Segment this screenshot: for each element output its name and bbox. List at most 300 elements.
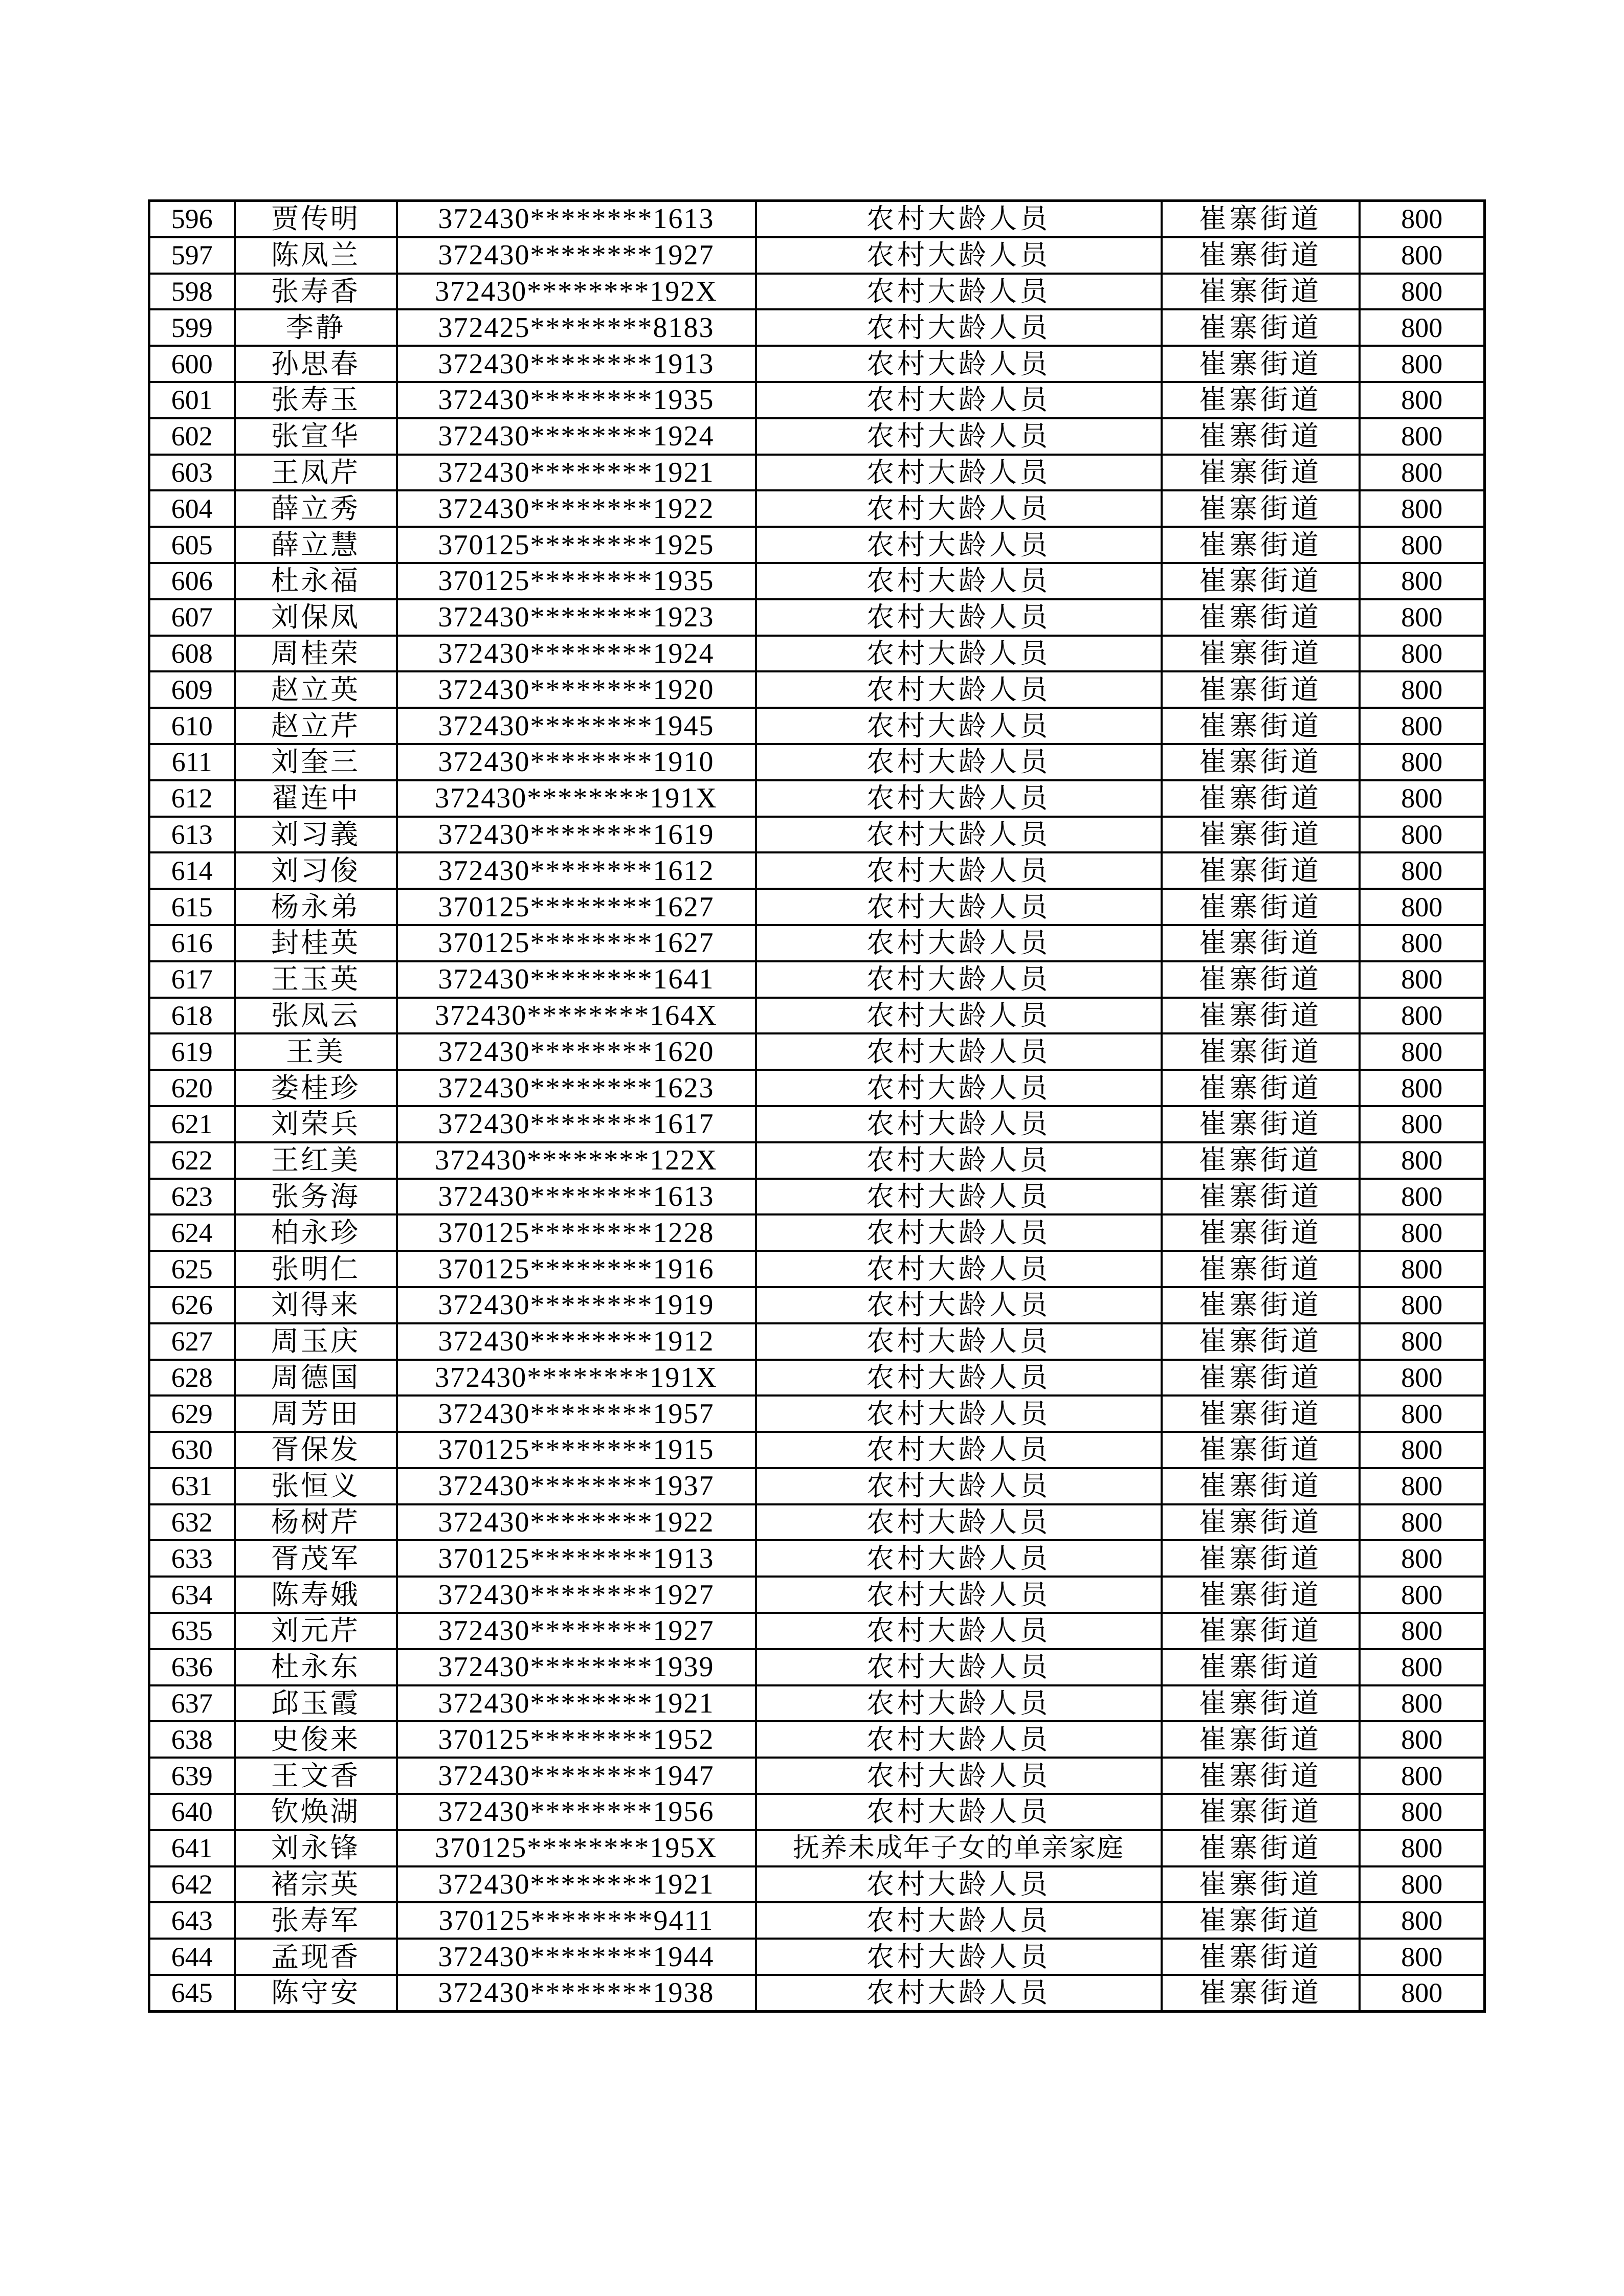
street-cell: 崔寨街道	[1162, 1287, 1360, 1323]
amount-cell: 800	[1360, 636, 1485, 672]
person-name-cell: 刘习義	[235, 817, 397, 853]
category-cell: 农村大龄人员	[756, 1504, 1162, 1541]
street-cell: 崔寨街道	[1162, 490, 1360, 527]
category-cell: 农村大龄人员	[756, 1395, 1162, 1432]
id-number-cell: 370125********1627	[397, 889, 756, 925]
category-cell: 农村大龄人员	[756, 1432, 1162, 1468]
street-cell: 崔寨街道	[1162, 599, 1360, 636]
id-number-cell: 372430********1920	[397, 671, 756, 708]
person-name-cell: 张恒义	[235, 1468, 397, 1504]
row-number-cell: 609	[149, 671, 235, 708]
street-cell: 崔寨街道	[1162, 1721, 1360, 1758]
amount-cell: 800	[1360, 1106, 1485, 1142]
category-cell: 农村大龄人员	[756, 1540, 1162, 1577]
person-name-cell: 周玉庆	[235, 1323, 397, 1360]
amount-cell: 800	[1360, 744, 1485, 780]
person-name-cell: 刘习俊	[235, 852, 397, 889]
amount-cell: 800	[1360, 201, 1485, 237]
category-cell: 农村大龄人员	[756, 961, 1162, 998]
amount-cell: 800	[1360, 309, 1485, 346]
person-name-cell: 周德国	[235, 1360, 397, 1396]
category-cell: 农村大龄人员	[756, 889, 1162, 925]
id-number-cell: 370125********1935	[397, 563, 756, 599]
table-row	[149, 1287, 1485, 1323]
person-name-cell: 王玉英	[235, 961, 397, 998]
amount-cell: 800	[1360, 1649, 1485, 1685]
amount-cell: 800	[1360, 1975, 1485, 2011]
category-cell: 农村大龄人员	[756, 527, 1162, 563]
row-number-cell: 622	[149, 1142, 235, 1179]
person-name-cell: 杜永福	[235, 563, 397, 599]
category-cell: 农村大龄人员	[756, 780, 1162, 817]
amount-cell: 800	[1360, 1685, 1485, 1722]
table-row	[149, 1866, 1485, 1903]
category-cell: 农村大龄人员	[756, 201, 1162, 237]
amount-cell: 800	[1360, 1432, 1485, 1468]
category-cell: 农村大龄人员	[756, 1468, 1162, 1504]
street-cell: 崔寨街道	[1162, 527, 1360, 563]
table-body	[149, 201, 1485, 2012]
row-number-cell: 625	[149, 1251, 235, 1287]
amount-cell: 800	[1360, 1395, 1485, 1432]
category-cell: 农村大龄人员	[756, 563, 1162, 599]
row-number-cell: 641	[149, 1830, 235, 1866]
category-cell: 农村大龄人员	[756, 1577, 1162, 1613]
person-name-cell: 周芳田	[235, 1395, 397, 1432]
table-row	[149, 418, 1485, 455]
person-name-cell: 张凤云	[235, 998, 397, 1034]
category-cell: 农村大龄人员	[756, 636, 1162, 672]
street-cell: 崔寨街道	[1162, 925, 1360, 961]
row-number-cell: 600	[149, 346, 235, 382]
category-cell: 农村大龄人员	[756, 1070, 1162, 1106]
table-row	[149, 237, 1485, 274]
table-row	[149, 1685, 1485, 1722]
table-row	[149, 527, 1485, 563]
table-row	[149, 817, 1485, 853]
amount-cell: 800	[1360, 1939, 1485, 1975]
id-number-cell: 372430********1921	[397, 455, 756, 491]
category-cell: 农村大龄人员	[756, 418, 1162, 455]
category-cell: 农村大龄人员	[756, 1360, 1162, 1396]
table-row	[149, 1033, 1485, 1070]
id-number-cell: 370125********1952	[397, 1721, 756, 1758]
row-number-cell: 635	[149, 1613, 235, 1649]
row-number-cell: 626	[149, 1287, 235, 1323]
table-row	[149, 1577, 1485, 1613]
category-cell: 农村大龄人员	[756, 1214, 1162, 1251]
person-name-cell: 翟连中	[235, 780, 397, 817]
id-number-cell: 372430********191X	[397, 780, 756, 817]
street-cell: 崔寨街道	[1162, 744, 1360, 780]
person-name-cell: 杨树芹	[235, 1504, 397, 1541]
street-cell: 崔寨街道	[1162, 1613, 1360, 1649]
row-number-cell: 645	[149, 1975, 235, 2011]
amount-cell: 800	[1360, 1721, 1485, 1758]
row-number-cell: 644	[149, 1939, 235, 1975]
street-cell: 崔寨街道	[1162, 636, 1360, 672]
id-number-cell: 372430********1947	[397, 1758, 756, 1794]
person-name-cell: 张寿军	[235, 1902, 397, 1939]
person-name-cell: 孙思春	[235, 346, 397, 382]
street-cell: 崔寨街道	[1162, 1323, 1360, 1360]
table-row	[149, 455, 1485, 491]
id-number-cell: 372430********1956	[397, 1794, 756, 1830]
person-name-cell: 王文香	[235, 1758, 397, 1794]
person-name-cell: 杨永弟	[235, 889, 397, 925]
person-name-cell: 贾传明	[235, 201, 397, 237]
category-cell: 农村大龄人员	[756, 708, 1162, 744]
category-cell: 农村大龄人员	[756, 1287, 1162, 1323]
street-cell: 崔寨街道	[1162, 1685, 1360, 1722]
table-row	[149, 490, 1485, 527]
amount-cell: 800	[1360, 1142, 1485, 1179]
row-number-cell: 643	[149, 1902, 235, 1939]
person-name-cell: 张务海	[235, 1179, 397, 1215]
amount-cell: 800	[1360, 1468, 1485, 1504]
table-row	[149, 1902, 1485, 1939]
table-row	[149, 1975, 1485, 2011]
table-row	[149, 852, 1485, 889]
table-row	[149, 599, 1485, 636]
id-number-cell: 370125********1627	[397, 925, 756, 961]
person-name-cell: 刘保凤	[235, 599, 397, 636]
street-cell: 崔寨街道	[1162, 1866, 1360, 1903]
amount-cell: 800	[1360, 671, 1485, 708]
row-number-cell: 613	[149, 817, 235, 853]
street-cell: 崔寨街道	[1162, 1106, 1360, 1142]
category-cell: 农村大龄人员	[756, 817, 1162, 853]
table-row	[149, 1179, 1485, 1215]
row-number-cell: 624	[149, 1214, 235, 1251]
table-row	[149, 1649, 1485, 1685]
amount-cell: 800	[1360, 1794, 1485, 1830]
person-name-cell: 周桂荣	[235, 636, 397, 672]
amount-cell: 800	[1360, 1830, 1485, 1866]
id-number-cell: 372430********1927	[397, 1613, 756, 1649]
row-number-cell: 633	[149, 1540, 235, 1577]
row-number-cell: 620	[149, 1070, 235, 1106]
amount-cell: 800	[1360, 1033, 1485, 1070]
table-row	[149, 1395, 1485, 1432]
amount-cell: 800	[1360, 490, 1485, 527]
id-number-cell: 372430********191X	[397, 1360, 756, 1396]
id-number-cell: 372430********122X	[397, 1142, 756, 1179]
person-name-cell: 陈寿娥	[235, 1577, 397, 1613]
row-number-cell: 616	[149, 925, 235, 961]
row-number-cell: 604	[149, 490, 235, 527]
row-number-cell: 597	[149, 237, 235, 274]
person-name-cell: 刘元芹	[235, 1613, 397, 1649]
id-number-cell: 372430********1617	[397, 1106, 756, 1142]
street-cell: 崔寨街道	[1162, 1540, 1360, 1577]
id-number-cell: 372430********1613	[397, 201, 756, 237]
id-number-cell: 372430********1922	[397, 1504, 756, 1541]
table-row	[149, 1106, 1485, 1142]
id-number-cell: 372430********164X	[397, 998, 756, 1034]
amount-cell: 800	[1360, 527, 1485, 563]
table-row	[149, 925, 1485, 961]
table-row	[149, 1432, 1485, 1468]
amount-cell: 800	[1360, 1758, 1485, 1794]
street-cell: 崔寨街道	[1162, 309, 1360, 346]
street-cell: 崔寨街道	[1162, 998, 1360, 1034]
category-cell: 农村大龄人员	[756, 1033, 1162, 1070]
person-name-cell: 薛立秀	[235, 490, 397, 527]
row-number-cell: 615	[149, 889, 235, 925]
category-cell: 农村大龄人员	[756, 925, 1162, 961]
category-cell: 农村大龄人员	[756, 455, 1162, 491]
category-cell: 农村大龄人员	[756, 1685, 1162, 1722]
row-number-cell: 610	[149, 708, 235, 744]
street-cell: 崔寨街道	[1162, 455, 1360, 491]
amount-cell: 800	[1360, 418, 1485, 455]
person-name-cell: 张宣华	[235, 418, 397, 455]
person-name-cell: 杜永东	[235, 1649, 397, 1685]
street-cell: 崔寨街道	[1162, 817, 1360, 853]
row-number-cell: 602	[149, 418, 235, 455]
amount-cell: 800	[1360, 925, 1485, 961]
id-number-cell: 372430********1613	[397, 1179, 756, 1215]
amount-cell: 800	[1360, 1902, 1485, 1939]
category-cell: 抚养未成年子女的单亲家庭	[756, 1830, 1162, 1866]
table-row	[149, 708, 1485, 744]
id-number-cell: 370125********1913	[397, 1540, 756, 1577]
category-cell: 农村大龄人员	[756, 1866, 1162, 1903]
table-row	[149, 998, 1485, 1034]
category-cell: 农村大龄人员	[756, 382, 1162, 418]
amount-cell: 800	[1360, 852, 1485, 889]
id-number-cell: 372430********1910	[397, 744, 756, 780]
table-row	[149, 889, 1485, 925]
street-cell: 崔寨街道	[1162, 852, 1360, 889]
category-cell: 农村大龄人员	[756, 599, 1162, 636]
category-cell: 农村大龄人员	[756, 490, 1162, 527]
category-cell: 农村大龄人员	[756, 346, 1162, 382]
table-row	[149, 1504, 1485, 1541]
row-number-cell: 623	[149, 1179, 235, 1215]
category-cell: 农村大龄人员	[756, 998, 1162, 1034]
person-name-cell: 王红美	[235, 1142, 397, 1179]
table-row	[149, 1721, 1485, 1758]
id-number-cell: 370125********195X	[397, 1830, 756, 1866]
category-cell: 农村大龄人员	[756, 852, 1162, 889]
beneficiary-table	[148, 199, 1486, 2013]
id-number-cell: 372430********1939	[397, 1649, 756, 1685]
amount-cell: 800	[1360, 1070, 1485, 1106]
table-row	[149, 1540, 1485, 1577]
row-number-cell: 639	[149, 1758, 235, 1794]
id-number-cell: 372430********1620	[397, 1033, 756, 1070]
table-row	[149, 1468, 1485, 1504]
id-number-cell: 372430********1937	[397, 1468, 756, 1504]
street-cell: 崔寨街道	[1162, 201, 1360, 237]
table-row	[149, 1758, 1485, 1794]
row-number-cell: 606	[149, 563, 235, 599]
row-number-cell: 599	[149, 309, 235, 346]
amount-cell: 800	[1360, 1179, 1485, 1215]
id-number-cell: 372430********1924	[397, 418, 756, 455]
amount-cell: 800	[1360, 346, 1485, 382]
street-cell: 崔寨街道	[1162, 1070, 1360, 1106]
id-number-cell: 372430********1944	[397, 1939, 756, 1975]
street-cell: 崔寨街道	[1162, 1214, 1360, 1251]
table-row	[149, 1251, 1485, 1287]
person-name-cell: 邱玉霞	[235, 1685, 397, 1722]
row-number-cell: 637	[149, 1685, 235, 1722]
row-number-cell: 612	[149, 780, 235, 817]
street-cell: 崔寨街道	[1162, 1830, 1360, 1866]
id-number-cell: 372430********1612	[397, 852, 756, 889]
person-name-cell: 封桂英	[235, 925, 397, 961]
amount-cell: 800	[1360, 563, 1485, 599]
category-cell: 农村大龄人员	[756, 1179, 1162, 1215]
row-number-cell: 627	[149, 1323, 235, 1360]
amount-cell: 800	[1360, 1577, 1485, 1613]
row-number-cell: 601	[149, 382, 235, 418]
person-name-cell: 刘荣兵	[235, 1106, 397, 1142]
street-cell: 崔寨街道	[1162, 1395, 1360, 1432]
street-cell: 崔寨街道	[1162, 1758, 1360, 1794]
category-cell: 农村大龄人员	[756, 671, 1162, 708]
street-cell: 崔寨街道	[1162, 1939, 1360, 1975]
table-row	[149, 744, 1485, 780]
amount-cell: 800	[1360, 382, 1485, 418]
table-row	[149, 636, 1485, 672]
person-name-cell: 王凤芹	[235, 455, 397, 491]
street-cell: 崔寨街道	[1162, 1251, 1360, 1287]
id-number-cell: 372430********1945	[397, 708, 756, 744]
amount-cell: 800	[1360, 1540, 1485, 1577]
table-row	[149, 780, 1485, 817]
amount-cell: 800	[1360, 1360, 1485, 1396]
person-name-cell: 孟现香	[235, 1939, 397, 1975]
id-number-cell: 370125********1915	[397, 1432, 756, 1468]
amount-cell: 800	[1360, 1214, 1485, 1251]
id-number-cell: 372430********1922	[397, 490, 756, 527]
street-cell: 崔寨街道	[1162, 563, 1360, 599]
table-row	[149, 201, 1485, 237]
category-cell: 农村大龄人员	[756, 1613, 1162, 1649]
person-name-cell: 刘奎三	[235, 744, 397, 780]
row-number-cell: 631	[149, 1468, 235, 1504]
amount-cell: 800	[1360, 1251, 1485, 1287]
table-row	[149, 563, 1485, 599]
person-name-cell: 陈凤兰	[235, 237, 397, 274]
person-name-cell: 张寿玉	[235, 382, 397, 418]
id-number-cell: 372430********1921	[397, 1866, 756, 1903]
category-cell: 农村大龄人员	[756, 1794, 1162, 1830]
category-cell: 农村大龄人员	[756, 1939, 1162, 1975]
table-row	[149, 961, 1485, 998]
row-number-cell: 618	[149, 998, 235, 1034]
amount-cell: 800	[1360, 998, 1485, 1034]
person-name-cell: 胥茂军	[235, 1540, 397, 1577]
id-number-cell: 372430********1641	[397, 961, 756, 998]
person-name-cell: 李静	[235, 309, 397, 346]
id-number-cell: 372430********1938	[397, 1975, 756, 2011]
id-number-cell: 372425********8183	[397, 309, 756, 346]
category-cell: 农村大龄人员	[756, 237, 1162, 274]
street-cell: 崔寨街道	[1162, 1179, 1360, 1215]
row-number-cell: 636	[149, 1649, 235, 1685]
street-cell: 崔寨街道	[1162, 1902, 1360, 1939]
amount-cell: 800	[1360, 1287, 1485, 1323]
amount-cell: 800	[1360, 780, 1485, 817]
category-cell: 农村大龄人员	[756, 1721, 1162, 1758]
row-number-cell: 638	[149, 1721, 235, 1758]
street-cell: 崔寨街道	[1162, 1504, 1360, 1541]
person-name-cell: 刘得来	[235, 1287, 397, 1323]
table-row	[149, 1830, 1485, 1866]
amount-cell: 800	[1360, 708, 1485, 744]
person-name-cell: 赵立英	[235, 671, 397, 708]
id-number-cell: 372430********1927	[397, 1577, 756, 1613]
id-number-cell: 372430********1913	[397, 346, 756, 382]
person-name-cell: 张明仁	[235, 1251, 397, 1287]
person-name-cell: 柏永珍	[235, 1214, 397, 1251]
table-row	[149, 309, 1485, 346]
table-row	[149, 1939, 1485, 1975]
table-row	[149, 671, 1485, 708]
row-number-cell: 598	[149, 274, 235, 310]
id-number-cell: 370125********1228	[397, 1214, 756, 1251]
street-cell: 崔寨街道	[1162, 1577, 1360, 1613]
row-number-cell: 621	[149, 1106, 235, 1142]
amount-cell: 800	[1360, 1613, 1485, 1649]
amount-cell: 800	[1360, 599, 1485, 636]
table-row	[149, 1070, 1485, 1106]
street-cell: 崔寨街道	[1162, 780, 1360, 817]
row-number-cell: 640	[149, 1794, 235, 1830]
amount-cell: 800	[1360, 961, 1485, 998]
table-row	[149, 346, 1485, 382]
table-row	[149, 1142, 1485, 1179]
category-cell: 农村大龄人员	[756, 1902, 1162, 1939]
row-number-cell: 614	[149, 852, 235, 889]
id-number-cell: 372430********1935	[397, 382, 756, 418]
person-name-cell: 褚宗英	[235, 1866, 397, 1903]
category-cell: 农村大龄人员	[756, 1323, 1162, 1360]
row-number-cell: 617	[149, 961, 235, 998]
street-cell: 崔寨街道	[1162, 1432, 1360, 1468]
street-cell: 崔寨街道	[1162, 237, 1360, 274]
row-number-cell: 632	[149, 1504, 235, 1541]
row-number-cell: 629	[149, 1395, 235, 1432]
person-name-cell: 王美	[235, 1033, 397, 1070]
amount-cell: 800	[1360, 817, 1485, 853]
person-name-cell: 张寿香	[235, 274, 397, 310]
street-cell: 崔寨街道	[1162, 1142, 1360, 1179]
street-cell: 崔寨街道	[1162, 1975, 1360, 2011]
amount-cell: 800	[1360, 889, 1485, 925]
amount-cell: 800	[1360, 455, 1485, 491]
street-cell: 崔寨街道	[1162, 708, 1360, 744]
table-row	[149, 1613, 1485, 1649]
amount-cell: 800	[1360, 1866, 1485, 1903]
row-number-cell: 630	[149, 1432, 235, 1468]
id-number-cell: 372430********192X	[397, 274, 756, 310]
table-row	[149, 1360, 1485, 1396]
table-row	[149, 1214, 1485, 1251]
street-cell: 崔寨街道	[1162, 1360, 1360, 1396]
id-number-cell: 372430********1923	[397, 599, 756, 636]
category-cell: 农村大龄人员	[756, 744, 1162, 780]
table-row	[149, 382, 1485, 418]
row-number-cell: 611	[149, 744, 235, 780]
street-cell: 崔寨街道	[1162, 671, 1360, 708]
table-row	[149, 1323, 1485, 1360]
